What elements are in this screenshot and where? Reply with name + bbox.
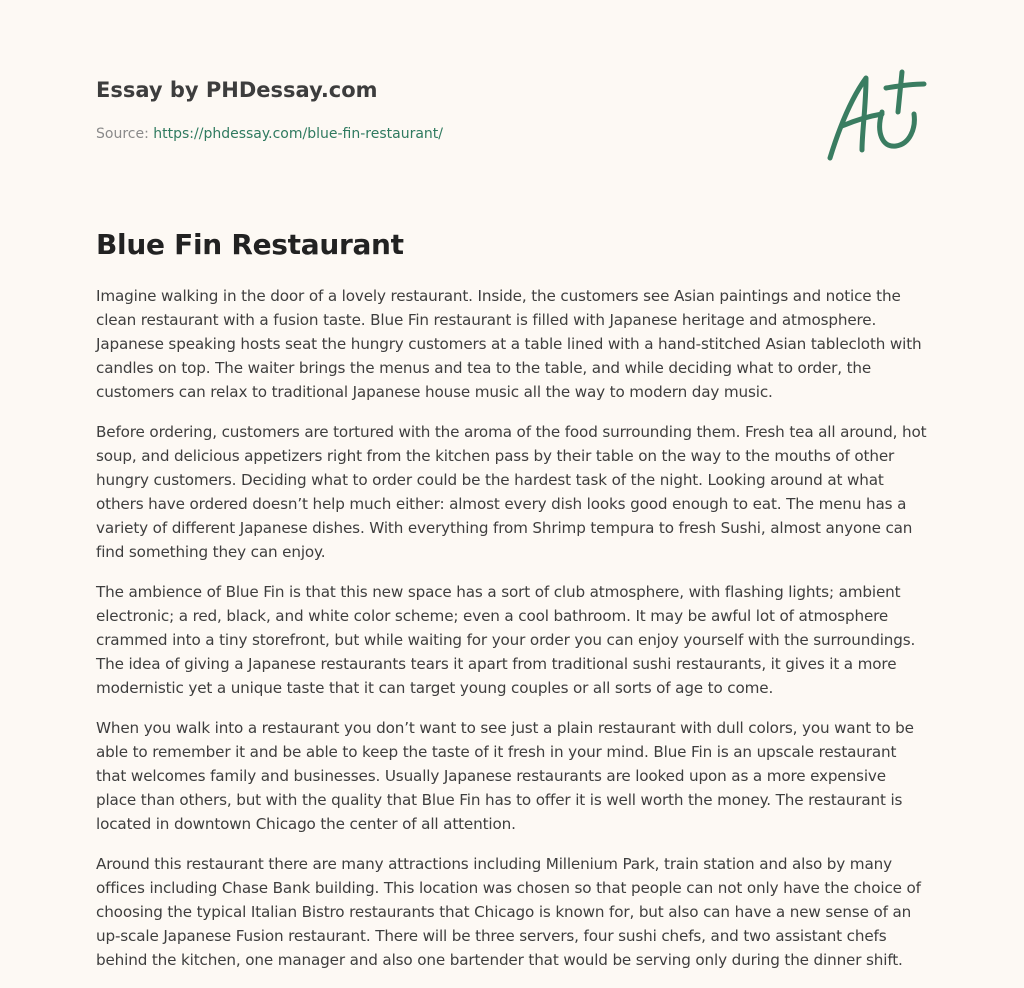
source-line xyxy=(96,124,796,144)
essay-paragraph: Imagine walking in the door of a lovely restaurant. Inside, the customers see Asian paintings and notice the clean restaurant with a fusion taste. Blue Fin restaurant is filled with Japanese heritage and atmosphere. Japanese speaking hosts seat the hungry customers at a table lined with a hand-stitched Asian tablecloth with candles on top. The waiter brings the menus and tea to the table, and while deciding what to order, the customers can relax to traditional Japanese house music all the way to modern day music. xyxy=(96,287,922,401)
site-title: Essay by PHDessay.com xyxy=(96,78,378,102)
essay-paragraph: The ambience of Blue Fin is that this new space has a sort of club atmosphere, with flashing lights; ambient electronic; a red, black, and white color scheme; even a cool bathroom. It may be awful lot of atmosphere crammed into a tiny storefront, but while waiting for your order you can enjoy yourself with the surroundings. The idea of giving a Japanese restaurants tears it apart from traditional sushi restaurants, it gives it a more modernistic yet a unique taste that it can target young couples or all sorts of age to come. xyxy=(96,583,916,697)
source-label: Source: xyxy=(96,126,149,142)
essay-paragraph: Before ordering, customers are tortured with the aroma of the food surrounding them. Fresh tea all around, hot soup, and delicious appetizers right from the kitchen pass by their table on the way to the mouths of other hungry customers. Deciding what to order could be the hardest task of the night. Looking around at what others have ordered doesn’t help much either: almost every dish looks good enough to eat. The menu has a variety of different Japanese dishes. With everything from Shrimp tempura to fresh Sushi, almost anyone can find something they can enjoy. xyxy=(96,423,927,561)
essay-body xyxy=(96,284,928,988)
essay-header xyxy=(96,76,796,144)
essay-paragraph: When you walk into a restaurant you don’t want to see just a plain restaurant with dull colors, you want to be able to remember it and be able to keep the taste of it fresh in your mind. Blue Fin is an upscale restaurant that welcomes family and businesses. Usually Japanese restaurants are looked upon as a more expensive place than others, but with the quality that Blue Fin has to offer it is well worth the money. The restaurant is located in downtown Chicago the center of all attention. xyxy=(96,719,914,833)
source-link[interactable]: https://phdessay.com/blue-fin-restaurant/ xyxy=(153,126,443,142)
a-plus-logo-icon xyxy=(822,66,928,166)
essay-paragraph: Around this restaurant there are many attractions including Millenium Park, train station and also by many offices including Chase Bank building. This location was chosen so that people can not only have the choice of choosing the typical Italian Bistro restaurants that Chicago is known for, but also can have a new sense of an up-scale Japanese Fusion restaurant. There will be three servers, four sushi chefs, and two assistant chefs behind the kitchen, one manager and also one bartender that would be serving only during the dinner shift. xyxy=(96,855,921,969)
essay-title: Blue Fin Restaurant xyxy=(96,228,404,261)
